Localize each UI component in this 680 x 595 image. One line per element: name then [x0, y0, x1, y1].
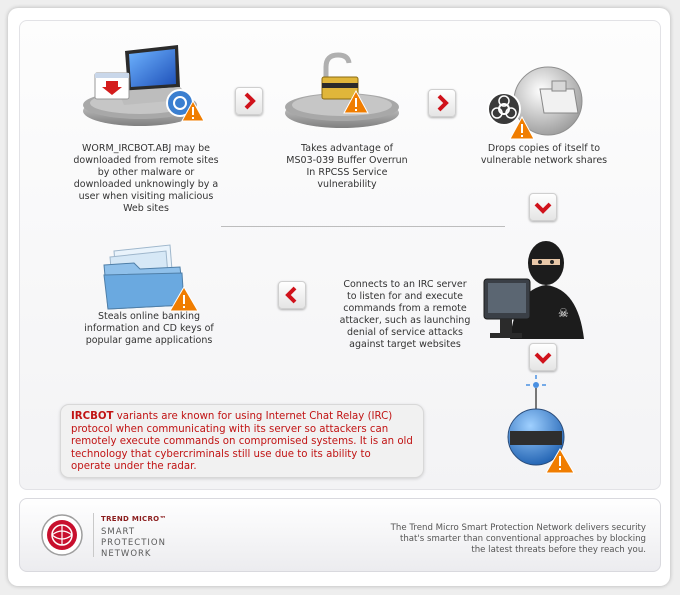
broken-lock-icon [282, 51, 412, 136]
next-arrow-button-1[interactable] [235, 87, 263, 115]
attack-flow-panel [19, 20, 661, 490]
chevron-down-icon [530, 194, 556, 220]
chevron-left-icon [279, 282, 305, 308]
infographic-frame [8, 8, 670, 586]
footer-tagline: The Trend Micro Smart Protection Network delivers security that's smarter than conventional approaches by blocking the latest threats before they reach you. [390, 523, 646, 555]
chevron-right-icon [429, 90, 455, 116]
product-line-3: NETWORK [101, 549, 152, 559]
step-5-caption: Steals online banking information and CD keys of popular game applications [84, 311, 214, 346]
step-2-caption: Takes advantage of MS03-039 Buffer Overrun In RPCSS Service vulnerability [286, 143, 408, 190]
chevron-right-icon [236, 88, 262, 114]
biohazard-folder-icon [482, 61, 592, 141]
step-3-caption: Drops copies of itself to vulnerable network shares [480, 143, 608, 166]
step-4-caption: Connects to an IRC server to listen for and execute commands from a remote attacker, such as launching denial of service attacks against target websites [339, 279, 471, 350]
brand-name: TREND MICRO™ [101, 515, 167, 523]
down-arrow-button-2[interactable] [529, 343, 557, 371]
ircbot-note-box [60, 404, 424, 478]
svg-text:☠: ☠ [558, 306, 569, 320]
footer-divider [93, 513, 94, 557]
step-1-caption: WORM_IRCBOT.ABJ may be downloaded from remote sites by other malware or downloaded unknowingly by a user when visiting malicious Web sites [73, 143, 219, 214]
footer-banner [19, 498, 661, 572]
product-line-2: PROTECTION [101, 538, 166, 548]
back-arrow-button[interactable] [278, 281, 306, 309]
download-laptop-icon [80, 43, 210, 133]
note-text: variants are known for using Internet Chat Relay (IRC) protocol when communicating with its server so attackers can remotely execute commands on compromised systems. It is an old technology that cybercriminals still use due to its ability to operate under the radar. [71, 411, 413, 472]
chevron-down-icon [530, 344, 556, 370]
irc-server-node-icon [502, 375, 582, 483]
trend-micro-logo-icon [40, 513, 84, 557]
product-line-1: SMART [101, 527, 136, 537]
row-divider [221, 226, 505, 227]
hacker-computer-icon [480, 229, 600, 349]
down-arrow-button-1[interactable] [529, 193, 557, 221]
next-arrow-button-2[interactable] [428, 89, 456, 117]
stolen-files-icon [100, 243, 205, 313]
note-highlight: IRCBOT [71, 411, 114, 422]
